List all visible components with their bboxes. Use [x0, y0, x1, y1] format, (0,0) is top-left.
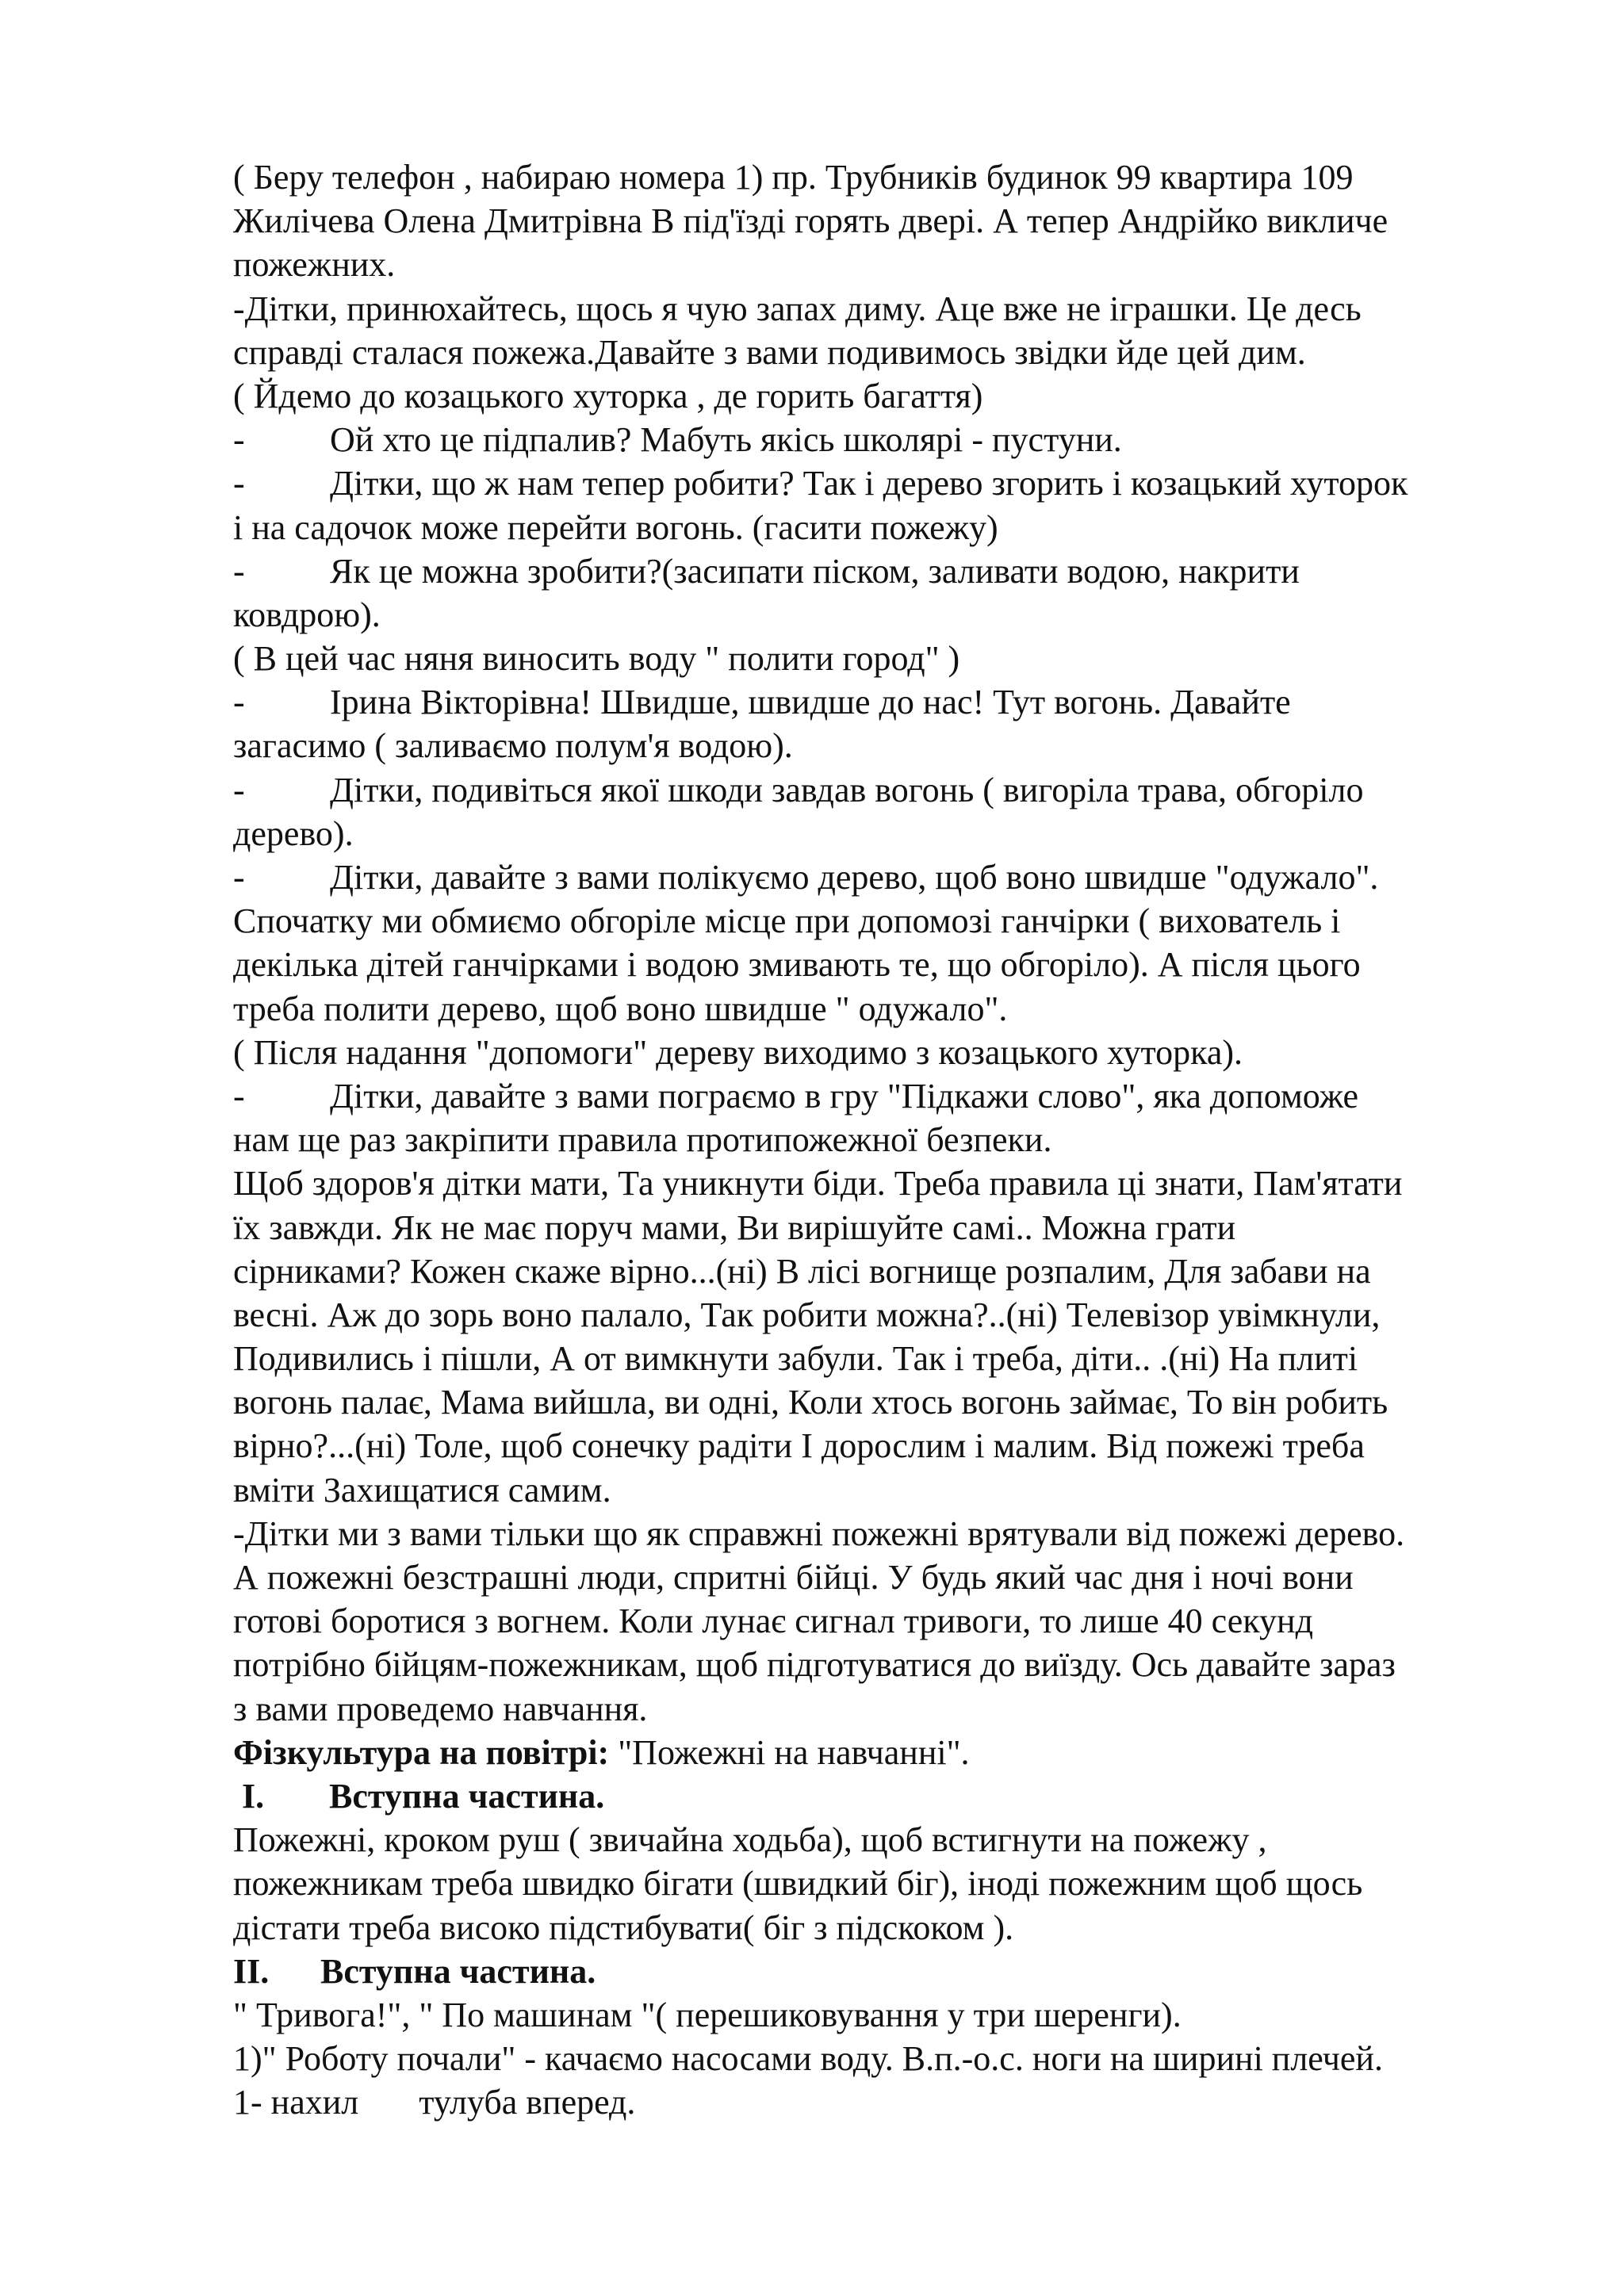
dash-marker: - [233, 551, 245, 591]
text-line: вірно?...(ні) Толе, щоб сонечку радіти І дорослим і малим. Від пожежі треба [233, 1426, 1365, 1466]
text-line: загасимо ( заливаємо полум'я водою). [233, 726, 793, 766]
dash-marker: - [233, 683, 245, 722]
dash-item [233, 680, 1549, 724]
dash-item [233, 418, 1549, 461]
text-line: готові боротися з вогнем. Коли лунає сигнал тривоги, то лише 40 секунд [233, 1601, 1313, 1641]
text-line: пожежних. [233, 245, 396, 285]
roman-numeral: I. [242, 1776, 265, 1816]
dash-item [233, 855, 1549, 899]
text-line: Спочатку ми обмиємо обгоріле місце при допомозі ганчірки ( вихователь і [233, 901, 1341, 941]
item-text: 1- нахил [233, 2083, 359, 2122]
dash-marker: - [233, 420, 245, 460]
dash-marker: - [233, 770, 245, 809]
document-body [233, 155, 1549, 2124]
text-line [233, 2080, 1549, 2124]
text-line: з вами проведемо навчання. [233, 1689, 648, 1728]
text-line: -Дітки ми з вами тільки що як справжні пожежні врятували від пожежі дерево. [233, 1513, 1405, 1553]
text-line: ковдрою). [233, 595, 381, 634]
item-text: Як це можна зробити?(засипати піском, заливати водою, накрити [330, 551, 1300, 591]
text-line: потрібно бійцям-пожежникам, щоб підготуватися до виїзду. Ось давайте зараз [233, 1645, 1396, 1685]
section-heading [233, 1731, 1549, 1774]
text-line: Щоб здоров'я дітки мати, Та уникнути біди. Треба правила ці знати, Пам'ятати [233, 1164, 1403, 1203]
text-line: Жилічева Олена Дмитрівна В під'їзді горять двері. А тепер Андрійко викличе [233, 201, 1388, 241]
dash-marker: - [233, 1076, 245, 1115]
text-line: дістати треба високо підстибувати( біг з підскоком ). [233, 1908, 1014, 1947]
dash-item [233, 549, 1549, 593]
text-line: 1)" Роботу почали" - качаємо насосами воду. В.п.-о.с. ноги на ширині плечей. [233, 2039, 1383, 2079]
roman-heading-text: Вступна частина. [320, 1951, 596, 1991]
item-text: Дітки, подивіться якої шкоди завдав вогонь ( вигоріла трава, обгоріло [330, 770, 1364, 809]
text-line: їх завжди. Як не має поруч мами, Ви вирішуйте самі.. Можна грати [233, 1207, 1236, 1247]
text-line: весні. Аж до зорь воно палало, Так робити можна?..(ні) Телевізор увімкнули, [233, 1295, 1381, 1334]
roman-heading-1 [233, 1774, 1549, 1818]
roman-heading-2 [233, 1950, 1549, 1993]
dash-item [233, 461, 1549, 505]
text-line: вогонь палає, Мама вийшла, ви одні, Коли хтось вогонь займає, То він робить [233, 1383, 1388, 1422]
dash-item [233, 768, 1549, 812]
dash-item [233, 1074, 1549, 1118]
text-line: справді сталася пожежа.Давайте з вами подивимось звідки йде цей дим. [233, 332, 1306, 372]
text-line: ( Беру телефон , набираю номера 1) пр. Трубників будинок 99 квартира 109 [233, 158, 1354, 197]
roman-numeral: II. [233, 1951, 270, 1991]
text-line: пожежникам треба швидко бігати (швидкий біг), іноді пожежним щоб щось [233, 1864, 1363, 1904]
text-line: вміти Захищатися самим. [233, 1470, 611, 1510]
text-line: нам ще раз закріпити правила протипожежної безпеки. [233, 1120, 1052, 1160]
text-line: декілька дітей ганчірками і водою змивають те, що обгоріло). А після цього [233, 945, 1361, 985]
roman-heading-text: Вступна частина. [329, 1776, 605, 1816]
text-line: треба полити дерево, щоб воно швидше " одужало". [233, 989, 1008, 1028]
heading-rest: "Пожежні на навчанні". [609, 1732, 970, 1772]
dash-marker: - [233, 858, 245, 897]
text-line: ( Йдемо до козацького хуторка , де горить багаття) [233, 376, 983, 415]
item-text: Дітки, давайте з вами пограємо в гру "Підкажи слово", яка допоможе [330, 1076, 1359, 1115]
text-line: ( Після надання "допомоги" дереву виходимо з козацького хуторка). [233, 1032, 1243, 1072]
item-text: Ой хто це підпалив? Мабуть якісь школярі - пустуни. [330, 420, 1122, 460]
heading-bold: Фізкультура на повітрі: [233, 1732, 610, 1772]
text-line: сірниками? Кожен скаже вірно...(ні) В лісі вогнище розпалим, Для забави на [233, 1251, 1371, 1291]
text-line: А пожежні безстрашні люди, спритні бійці. У будь який час дня і ночі вони [233, 1558, 1354, 1597]
item-text: Ірина Вікторівна! Швидше, швидше до нас! Тут вогонь. Давайте [330, 683, 1291, 722]
text-line: " Тривога!", " По машинам "( перешиковування у три шеренги). [233, 1995, 1182, 2034]
text-line: Пожежні, кроком руш ( звичайна ходьба), щоб встигнути на пожежу , [233, 1820, 1267, 1860]
text-line: дерево). [233, 813, 354, 853]
item-text: Дітки, що ж нам тепер робити? Так і дерево згорить і козацький хуторок [330, 464, 1408, 503]
dash-marker: - [233, 464, 245, 503]
text-line: Подивились і пішли, А от вимкнути забули. Так і треба, діти.. .(ні) На плиті [233, 1339, 1358, 1379]
text-line: ( В цей час няня виносить воду " полити город" ) [233, 639, 960, 679]
item-text: тулуба вперед. [419, 2083, 636, 2122]
text-line: і на садочок може перейти вогонь. (гасити пожежу) [233, 507, 998, 547]
item-text: Дітки, давайте з вами полікуємо дерево, щоб воно швидше "одужало". [330, 858, 1379, 897]
text-line: -Дітки, принюхайтесь, щось я чую запах диму. Аце вже не іграшки. Це десь [233, 289, 1362, 328]
